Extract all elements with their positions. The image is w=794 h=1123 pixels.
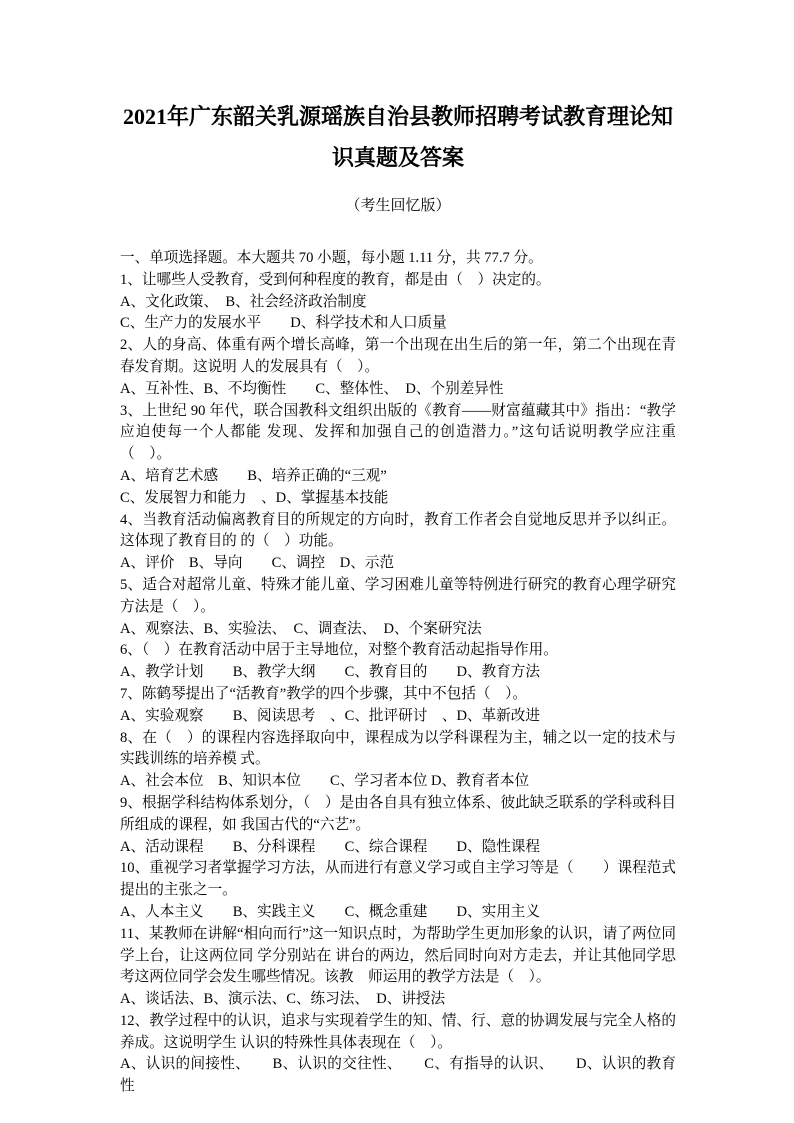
document-subtitle: （考生回忆版） [345, 198, 451, 214]
paragraph: 6、（ ）在教育活动中居于主导地位，对整个教育活动起指导作用。 [120, 642, 558, 659]
paragraph: A、社会本位 B、知识本位 C、学习者本位 D、教育者本位 [120, 773, 530, 790]
paragraph: 12、教学过程中的认识，追求与实现着学生的知、情、行、意的协调发展与完全人格的养成。这说明学生 认识的特殊性具体表现在（ ）。 [120, 1012, 676, 1051]
paragraph: A、谈话法、B、演示法、C、练习法、 D、讲授法 [120, 991, 446, 1008]
paragraph: A、文化政策、 B、社会经济政治制度 [120, 293, 367, 310]
paragraph: 9、根据学科结构体系划分，（ ）是由各自具有独立体系、彼此缺乏联系的学科或科目所组成的课程，如 我国古代的“六艺”。 [120, 794, 676, 833]
paragraph: C、生产力的发展水平 D、科学技术和人口质量 [120, 315, 447, 332]
paragraph: 一、单项选择题。本大题共 70 小题，每小题 1.11 分，共 77.7 分。 [120, 250, 543, 266]
paragraph: 11、某教师在讲解“相向而行”这一知识点时，为帮助学生更加形象的认识，请了两位同学上台，让这两位同 学分别站在 讲台的两边，然后同时向对方走去，并让其他同学思考这两位同学会发生哪些情况。该教 师运用的教学方法是（ ）。 [120, 925, 676, 986]
paragraph: A、互补性、B、不均衡性 C、整体性、 D、个别差异性 [120, 380, 504, 397]
paragraph: A、认识的间接性、 B、认识的交往性、 C、有指导的认识、 D、认识的教育性 [120, 1056, 676, 1095]
paragraph: A、人本主义 B、实践主义 C、概念重建 D、实用主义 [120, 903, 540, 920]
paragraph: A、培育艺术感 B、培养正确的“三观” [120, 467, 387, 484]
document-title-line: 2021年广东韶关乳源瑶族自治县教师招聘考试教育理论知 [122, 104, 673, 129]
paragraph: A、观察法、B、实验法、 C、调查法、 D、个案研究法 [120, 620, 482, 637]
document-title [120, 96, 676, 178]
paragraph: 3、上世纪 90 年代，联合国教科文组织出版的《教育——财富蕴藏其中》指出：“教学应迫使每一个人都能 发现、发挥和加强自己的创造潜力。”这句话说明教学应注重（ ）。 [120, 402, 676, 463]
paragraph: A、活动课程 B、分科课程 C、综合课程 D、隐性课程 [120, 838, 540, 855]
paragraph: A、评价 B、导向 C、调控 D、示范 [120, 555, 395, 572]
document-body [120, 248, 676, 1098]
paragraph: 4、当教育活动偏离教育目的所规定的方向时，教育工作者会自觉地反思并予以纠正。这体现了教育目的 的（ ）功能。 [120, 511, 676, 550]
paragraph: 2、人的身高、体重有两个增长高峰，第一个出现在出生后的第一年，第二个出现在青春发育期。这说明 人的发展具有（ ）。 [120, 337, 676, 375]
paragraph: C、发展智力和能力 、D、掌握基本技能 [120, 489, 389, 506]
document-title-line: 识真题及答案 [331, 145, 464, 170]
paragraph: A、教学计划 B、教学大纲 C、教育目的 D、教育方法 [120, 664, 540, 681]
paragraph: 8、在（ ）的课程内容选择取向中，课程成为以学科课程为主，辅之以一定的技术与实践训练的培养模 式。 [120, 729, 676, 768]
paragraph: 1、让哪些人受教育，受到何种程度的教育，都是由（ ）决定的。 [120, 271, 551, 288]
paragraph: A、实验观察 B、阅读思考 、C、批评研讨 、D、革新改进 [120, 707, 540, 724]
paragraph: 7、陈鹤琴提出了“活教育”教学的四个步骤，其中不包括（ ）。 [120, 685, 527, 702]
paragraph: 10、重视学习者掌握学习方法，从而进行有意义学习或自主学习等是（ ）课程范式提出的主张之一。 [120, 860, 676, 899]
paragraph: 5、适合对超常儿童、特殊才能儿童、学习困难儿童等特例进行研究的教育心理学研究方法是（ ）。 [120, 576, 676, 615]
